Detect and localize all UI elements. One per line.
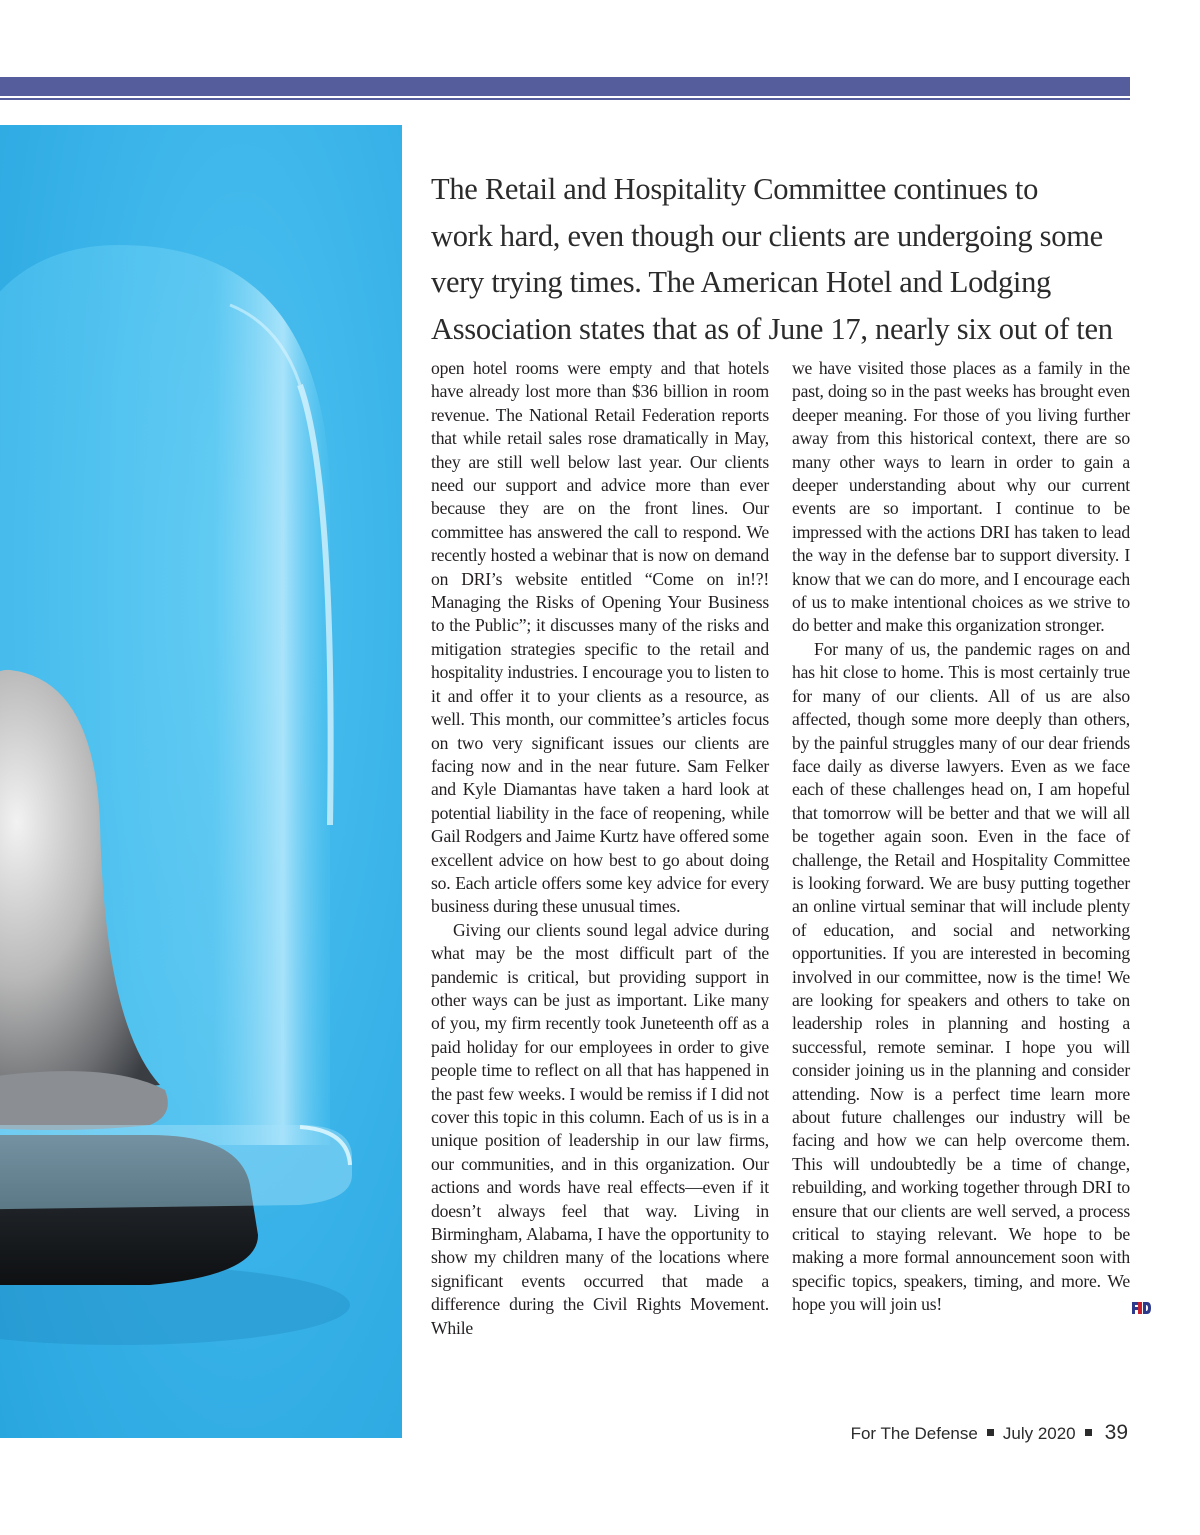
body-column-left [431, 357, 769, 1340]
body-paragraph: open hotel rooms were empty and that hotels have already lost more than $36 billion in room revenue. The National Retail Federation reports that while retail sales rose dramatically in May, they are still well below last year. Our clients need our support and advice more than ever because they are on the front lines. Our committee has answered the call to respond. We recently hosted a webinar that is now on demand on DRI’s website entitled “Come on in!?! Managing the Risks of Opening Your Business to the Public”; it discusses many of the risks and mitigation strategies specific to the retail and hospitality industries. I encourage you to listen to it and offer it to your clients as a resource, as well. This month, our committee’s articles focus on two very significant issues our clients are facing now and in the near future. Sam Felker and Kyle Diamantas have taken a hard look at potential liability in the face of reopening, while Gail Rodgers and Jaime Kurtz have offered some excellent advice on how best to go about doing so. Each article offers some key advice for every business during these unusual times. [431, 358, 769, 917]
article-photo [0, 125, 402, 1438]
page-footer [851, 1421, 1128, 1445]
page-number: 39 [1104, 1421, 1128, 1444]
separator-square-icon [1085, 1429, 1092, 1436]
body-paragraph: Giving our clients sound legal advice during what may be the most difficult part of the pandemic is critical, but providing support in other ways can be just as important. Like many of you, my firm recently took Juneteenth off as a paid holiday for our employees in order to give people time to reflect on all that has happened in the past few weeks. I would be remiss if I did not cover this topic in this column. Each of us is in a unique position of leadership in our law firms, our communities, and in this organization. Our actions and words have real effects—even if it doesn’t always feel that way. Living in Birmingham, Alabama, I have the opportunity to show my children many of the locations where significant events occurred that made a difference during the Civil Rights Movement. While [431, 919, 769, 1338]
publication-name: For The Defense [850, 1424, 978, 1443]
service-bell-illustration [0, 125, 402, 1438]
body-paragraph [792, 638, 1130, 1317]
separator-square-icon [987, 1429, 994, 1436]
lede-line: Association states that as of June 17, nearly six out of ten [431, 311, 1113, 346]
body-paragraph-text: For many of us, the pandemic rages on and has hit close to home. This is most certainly true for many of our clients. All of us are also affected, though some more deeply than others, by the painful struggles many of our dear friends face daily as diverse lawyers. Even as we face each of these challenges head on, I am hopeful that tomorrow will be better and that we will all be together again soon. Even in the face of challenge, the Retail and Hospitality Committee is looking forward. We are busy putting together an online virtual seminar that will include plenty of education, and social and networking opportunities. If you are interested in becoming involved in our committee, now is the time! We are looking for speakers and others to take on leadership roles in planning and hosting a successful, remote seminar. I hope you will consider joining us in the planning and consider attending. Now is a perfect time learn more about future challenges our industry will be facing and how we can help overcome them. This will undoubtedly be a time of change, rebuilding, and working together through DRI to ensure that our clients are well served, a process critical to staying relevant. We hope to be making a more formal announcement soon with specific topics, speakers, timing, and more. We hope you will join us! [792, 638, 1130, 1315]
header-rule [0, 98, 1130, 100]
lede-line: work hard, even though our clients are undergoing some [431, 218, 1103, 253]
issue-date: July 2020 [1002, 1424, 1076, 1443]
lede-paragraph [431, 166, 1131, 352]
body-paragraph: we have visited those places as a family in the past, doing so in the past weeks has brought even deeper meaning. For those of you living further away from this historical context, there are so many other ways to learn in order to gain a deeper understanding about why our current events are so important. I continue to be impressed with the actions DRI has taken to lead the way in the defense bar to support diversity. I know that we can do more, and I encourage each of us to make intentional choices as we strive to do better and make this organization stronger. [792, 358, 1130, 636]
lede-line: very trying times. The American Hotel and Lodging [431, 265, 1052, 299]
ftd-logo-icon [1108, 1298, 1130, 1312]
lede-line: The Retail and Hospitality Committee continues to [431, 172, 1039, 206]
header-color-bar [0, 77, 1130, 96]
body-column-right [792, 357, 1130, 1317]
